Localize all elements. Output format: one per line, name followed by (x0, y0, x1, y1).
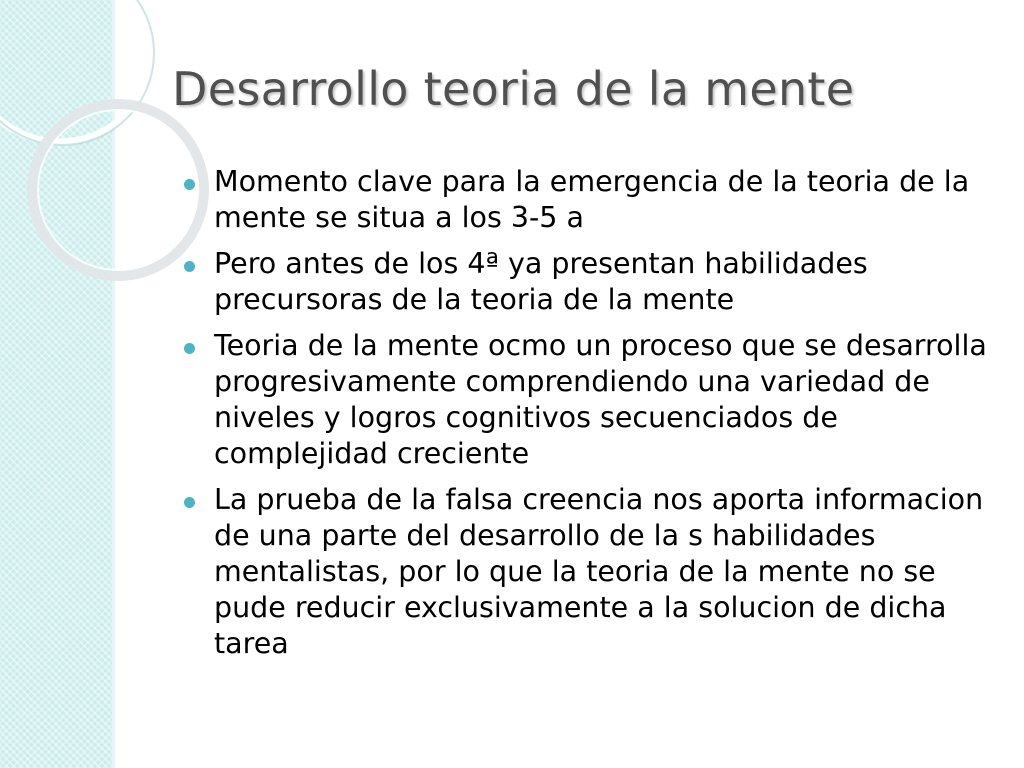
bullet-item (180, 246, 990, 318)
bullet-text: Teoria de la mente ocmo un proceso que se desarrolla progresivamente comprendiendo una variedad de niveles y logros cognitivos secuenciados de complejidad creciente (214, 329, 987, 470)
bullet-text: La prueba de la falsa creencia nos aporta informacion de una parte del desarrollo de la s habilidades mentalistas, por lo que la teoria de la mente no se pude reducir exclusivamente a la solucion de dicha tarea (214, 483, 984, 660)
bullet-item (180, 482, 990, 662)
ring-large-shadow (0, 0, 154, 145)
bullet-list (180, 164, 990, 672)
bullet-item (180, 164, 990, 236)
ring-medium-inner (38, 110, 198, 270)
bullet-item (180, 328, 990, 472)
ring-medium (32, 104, 204, 276)
bullet-dot-icon (184, 497, 195, 508)
bullet-dot-icon (184, 261, 195, 272)
slide-title: Desarrollo teoria de la mente (172, 62, 855, 116)
bullet-text: Pero antes de los 4ª ya presentan habilidades precursoras de la teoria de la mente (214, 247, 868, 316)
bullet-dot-icon (184, 343, 195, 354)
bullet-text: Momento clave para la emergencia de la teoria de la mente se situa a los 3-5 a (214, 165, 970, 234)
bullet-dot-icon (184, 179, 195, 190)
